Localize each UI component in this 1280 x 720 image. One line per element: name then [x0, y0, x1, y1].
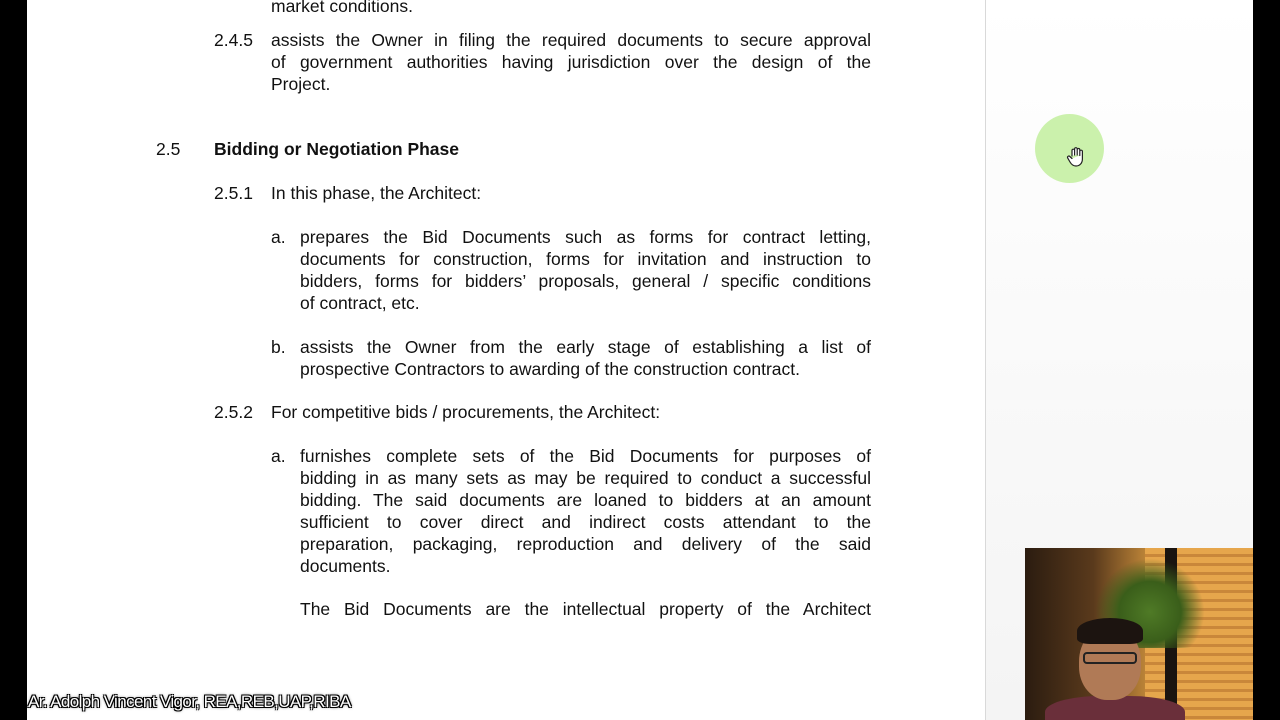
text-line: bidders, forms for bidders’ proposals, general / specific conditions — [300, 271, 871, 291]
list-item-b — [300, 336, 871, 380]
section-number-2-4-5: 2.4.5 — [214, 30, 253, 50]
right-letterbox — [1253, 0, 1280, 720]
section-heading: Bidding or Negotiation Phase — [214, 139, 460, 159]
list-item-a — [300, 445, 871, 577]
section-2-5-2-text: For competitive bids / procurements, the Architect: — [271, 402, 661, 422]
list-label-b: b. — [271, 337, 286, 357]
presenter-glasses — [1083, 652, 1137, 664]
section-number-2-5-1: 2.5.1 — [214, 183, 253, 203]
text-line: assists the Owner from the early stage of establishing a list of — [300, 337, 871, 357]
document-page — [27, 0, 986, 720]
text-line: documents. — [300, 556, 391, 576]
text-line: of contract, etc. — [300, 293, 420, 313]
text-line: assists the Owner in filing the required documents to secure approval — [271, 30, 871, 50]
text-line: Project. — [271, 74, 331, 94]
text-line: prepares the Bid Documents such as forms for contract letting, — [300, 227, 871, 247]
section-number-2-5-2: 2.5.2 — [214, 402, 253, 422]
text-line: bidding. The said documents are loaned to bidders at an amount — [300, 490, 871, 510]
top-fragment: market conditions. — [271, 0, 414, 16]
presenter-hair — [1077, 618, 1143, 644]
text-line: of government authorities having jurisdiction over the design of the — [271, 52, 871, 72]
text-line: prospective Contractors to awarding of the construction contract. — [300, 359, 800, 379]
continuation-paragraph: The Bid Documents are the intellectual property of the Architect — [300, 599, 871, 619]
list-item-a — [300, 226, 871, 314]
section-2-4-5-text — [271, 29, 871, 95]
webcam-overlay — [1025, 548, 1253, 720]
list-label-a: a. — [271, 446, 286, 466]
section-number-2-5: 2.5 — [156, 139, 181, 159]
section-2-5-1-text: In this phase, the Architect: — [271, 183, 482, 203]
text-line: furnishes complete sets of the Bid Documents for purposes of — [300, 446, 871, 466]
text-line: preparation, packaging, reproduction and delivery of the said — [300, 534, 871, 554]
text-line: bidding in as many sets as may be required to conduct a successful — [300, 468, 871, 488]
list-label-a: a. — [271, 227, 286, 247]
hand-cursor-icon — [1064, 145, 1088, 169]
text-line: documents for construction, forms for invitation and instruction to — [300, 249, 871, 269]
presenter-caption: Ar. Adolph Vincent Vigor, REA,REB,UAP,RIBA — [28, 692, 351, 711]
text-line: sufficient to cover direct and indirect costs attendant to the — [300, 512, 871, 532]
